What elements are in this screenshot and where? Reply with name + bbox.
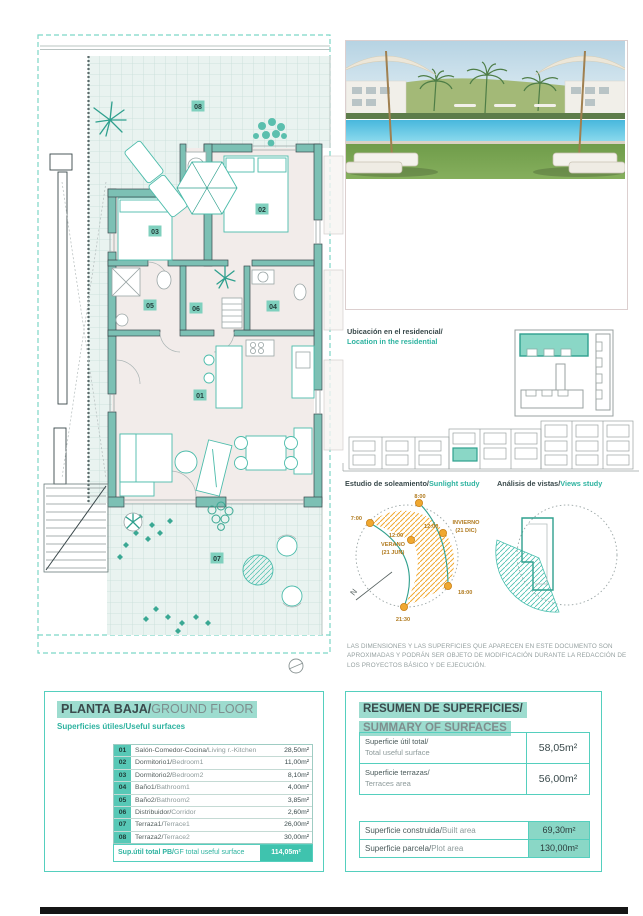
room-name-cell: Baño2/Bathroom2 — [135, 796, 190, 804]
summary-label: Superficie parcela/Plot area — [365, 844, 464, 853]
pool-render-photo — [346, 41, 625, 179]
sun-time-1200-winter: 12:00 — [424, 524, 439, 530]
room-number-cell: 05 — [114, 795, 131, 806]
table-row — [114, 769, 312, 781]
svg-text:01: 01 — [196, 393, 204, 400]
room-name-cell: Dormitorio2/Bedroom2 — [135, 771, 204, 779]
room-label-08 — [192, 101, 205, 112]
sun-summer-date: (21 JUN) — [381, 550, 405, 556]
total-label: Sup.útil total PB/GF total useful surface — [118, 849, 245, 856]
room-label-02 — [256, 204, 269, 215]
location-title-en: Location in the residential — [347, 336, 438, 346]
views-study-title-en: Views study — [560, 479, 603, 488]
room-area-cell: 28,50m² — [284, 747, 309, 754]
north-arrow-icon — [348, 572, 392, 600]
sun-study-title-es: Estudio de soleamiento/ — [345, 479, 429, 488]
sun-time-0800: 8:00 — [414, 494, 426, 500]
sun-time-1200-summer: 12:00 — [388, 533, 404, 539]
room-number-cell: 04 — [114, 782, 131, 793]
summary-row — [360, 733, 589, 763]
sun-path-diagram — [340, 492, 490, 642]
room-number-cell: 07 — [114, 819, 131, 830]
svg-text:02: 02 — [258, 207, 266, 214]
table-row — [114, 781, 312, 793]
table-row — [114, 806, 312, 818]
built-plot-summary-table — [359, 821, 590, 858]
location-title-es: Ubicación en el residencial/ — [347, 327, 443, 336]
sun-study-title — [345, 479, 480, 489]
room-number-cell: 06 — [114, 807, 131, 818]
summary-panel — [345, 691, 602, 872]
room-name-cell: Terraza2/Terrace2 — [135, 833, 190, 841]
room-area-cell: 3,85m² — [287, 796, 309, 804]
footer-bar — [40, 907, 628, 914]
svg-text:06: 06 — [192, 306, 200, 313]
sun-time-0700: 7:00 — [350, 516, 362, 522]
location-title — [347, 327, 443, 347]
neighbour-unit — [324, 156, 343, 450]
disclaimer-text: LAS DIMENSIONES Y LAS SUPERFICIES QUE APARECEN EN ESTE DOCUMENTO SON APROXIMADAS Y PODRÁN SER OBJETO DE MODIFICACIÓN DURANTE LA REDACCIÓN DE LOS PROYECTOS BÁSICO Y DE EJECUCIÓN. — [347, 643, 627, 669]
views-diagram — [495, 492, 643, 642]
table-row — [114, 756, 312, 768]
room-label-06 — [190, 303, 203, 314]
room-label-05 — [144, 300, 157, 311]
room-label-07 — [211, 553, 224, 564]
summary-value: 56,00m² — [526, 764, 589, 794]
total-value: 114,05m² — [260, 845, 312, 861]
room-name-cell: Terraza1/Terrace1 — [135, 821, 190, 829]
room-area-cell: 8,10m² — [287, 771, 309, 779]
room-number-cell: 01 — [114, 745, 131, 756]
summary-value: 130,00m² — [528, 840, 589, 857]
table-row — [114, 831, 312, 843]
room-number-cell: 08 — [114, 832, 131, 843]
sun-summer-label: VERANO — [381, 542, 405, 548]
room-label-04 — [267, 301, 280, 312]
room-number-cell: 03 — [114, 770, 131, 781]
summary-label: Superficie útil total/ Total useful surface — [365, 737, 430, 758]
useful-surfaces-subtitle: Superficies útiles/Useful surfaces — [57, 722, 186, 731]
views-study-title-es: Análisis de vistas/ — [497, 479, 561, 488]
summary-row — [360, 839, 589, 857]
svg-text:04: 04 — [269, 304, 277, 311]
svg-text:N: N — [348, 587, 360, 598]
summary-label: Superficie construida/Built area — [365, 826, 476, 835]
svg-text:03: 03 — [151, 229, 159, 236]
room-area-cell: 26,00m² — [284, 821, 309, 829]
room-area-cell: 4,00m² — [287, 784, 309, 792]
room-label-03 — [149, 226, 162, 237]
floor-plan-drawing — [0, 30, 345, 690]
table-row — [114, 818, 312, 830]
summary-value: 58,05m² — [526, 733, 589, 763]
potted-plant-icon — [124, 513, 142, 531]
summary-label: Superficie terrazas/ Terraces area — [365, 768, 430, 789]
ground-floor-title — [57, 701, 257, 718]
room-areas-table — [113, 744, 313, 844]
sun-winter-date: (21 DIC) — [455, 528, 477, 534]
room-number-cell: 02 — [114, 757, 131, 768]
sun-exposure-band — [370, 511, 454, 607]
summary-title-en: SUMMARY OF SURFACES — [359, 721, 511, 737]
photo-frame — [345, 40, 628, 310]
reference-circle-icon — [289, 659, 303, 673]
room-label-01 — [194, 390, 207, 401]
svg-text:07: 07 — [213, 556, 221, 563]
room-name-cell: Dormitorio1/Bedroom1 — [135, 759, 204, 767]
total-useful-surface-row — [113, 844, 313, 862]
svg-text:05: 05 — [146, 303, 154, 310]
room-name-cell: Distribuidor/Corridor — [135, 808, 196, 816]
room-area-cell: 2,60m² — [287, 808, 309, 816]
svg-text:08: 08 — [194, 104, 202, 111]
ground-floor-panel — [44, 691, 324, 872]
summary-title-es: RESUMEN DE SUPERFICIES/ — [359, 702, 527, 718]
room-name-cell: Baño1/Bathroom1 — [135, 784, 190, 792]
sun-time-1800: 18:00 — [458, 590, 473, 596]
room-area-cell: 30,00m² — [284, 833, 309, 841]
room-area-cell: 11,00m² — [284, 759, 309, 767]
table-row — [114, 745, 312, 756]
view-cone — [496, 540, 559, 612]
useful-surfaces-summary-table — [359, 732, 590, 795]
sun-study-title-en: Sunlight study — [428, 479, 480, 488]
ground-floor-title-es: PLANTA BAJA/ — [61, 702, 152, 716]
sun-winter-label: INVIERNO — [452, 520, 480, 526]
building-elevation — [341, 413, 641, 481]
ground-floor-title-en: GROUND FLOOR — [151, 702, 254, 716]
sun-time-2130: 21:30 — [395, 617, 411, 623]
summary-row — [360, 822, 589, 839]
summary-title — [359, 699, 601, 736]
views-study-title — [497, 479, 602, 489]
residential-site-plan — [512, 328, 627, 420]
summary-row — [360, 763, 589, 794]
room-name-cell: Salón-Comedor-Cocina/Living r.-Kitchen — [135, 747, 257, 754]
summary-value: 69,30m² — [528, 822, 589, 839]
highlighted-unit — [453, 448, 477, 461]
table-row — [114, 794, 312, 806]
